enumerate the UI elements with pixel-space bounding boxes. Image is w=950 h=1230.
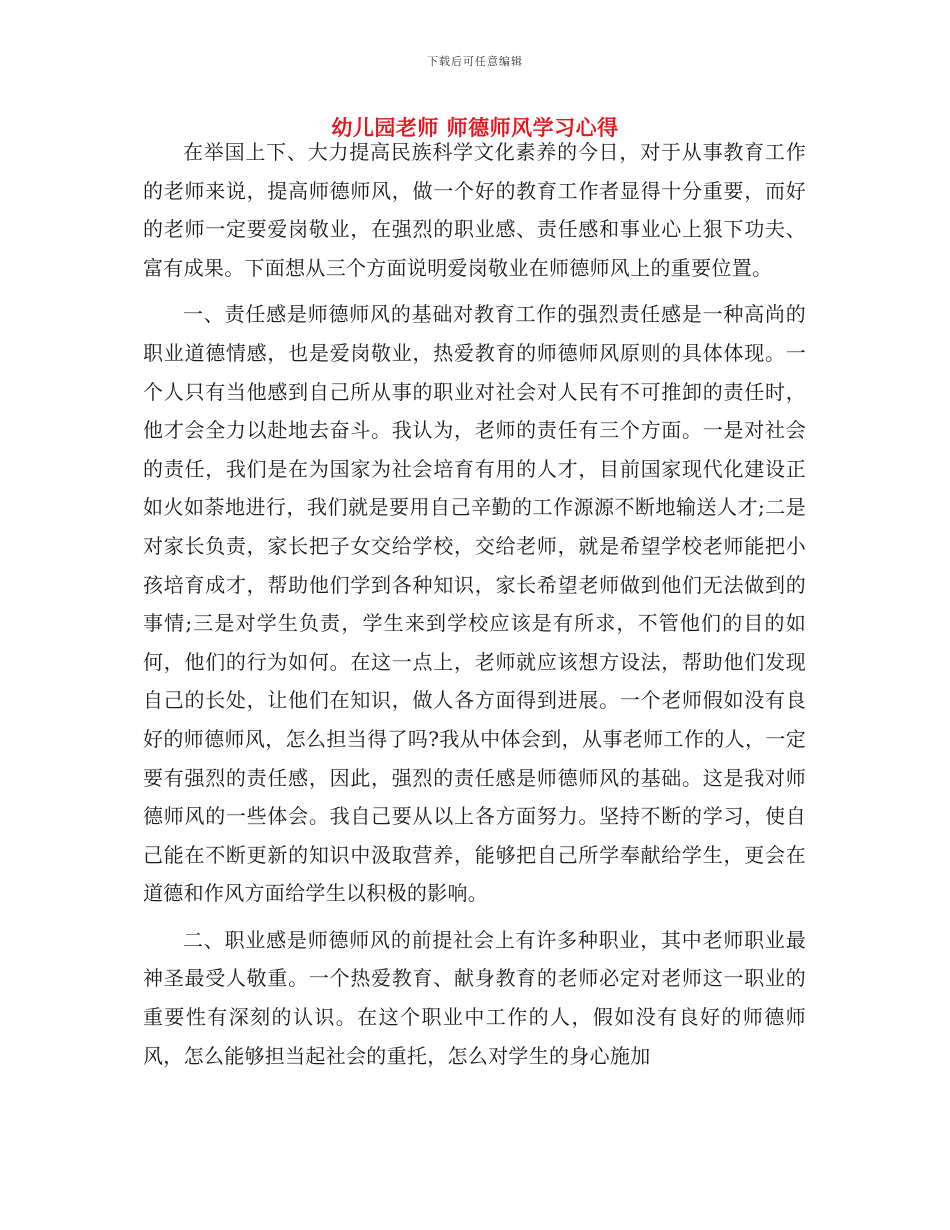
document-body [143,133,806,1075]
paragraph-profession: 二、职业感是师德师风的前提社会上有许多种职业，其中老师职业最神圣最受人敬重。一个热爱教育、献身教育的老师必定对老师这一职业的重要性有深刻的认识。在这个职业中工作的人，假如没有良好的师德师风，怎么能够担当起社会的重托，怎么对学生的身心施加 [143,927,806,1068]
paragraph-responsibility: 一、责任感是师德师风的基础对教育工作的强烈责任感是一种高尚的职业道德情感，也是爱岗敬业，热爱教育的师德师风原则的具体体现。一个人只有当他感到自己所从事的职业对社会对人民有不可推卸的责任时，他才会全力以赴地去奋斗。我认为，老师的责任有三个方面。一是对社会的责任，我们是在为国家为社会培育有用的人才，目前国家现代化建设正如火如荼地进行，我们就是要用自己辛勤的工作源源不断地输送人才;二是对家长负责，家长把子女交给学校，交给老师，就是希望学校老师能把小孩培育成才，帮助他们学到各种知识，家长希望老师做到他们无法做到的事情;三是对学生负责，学生来到学校应该是有所求，不管他们的目的如何，他们的行为如何。在这一点上，老师就应该想方设法，帮助他们发现自己的长处，让他们在知识，做人各方面得到进展。一个老师假如没有良好的师德师风，怎么担当得了吗?我从中体会到，从事老师工作的人，一定要有强烈的责任感，因此，强烈的责任感是师德师风的基础。这是我对师德师风的一些体会。我自己要从以上各方面努力。坚持不断的学习，使自己能在不断更新的知识中汲取营养，能够把自己所学奉献给学生，更会在道德和作风方面给学生以积极的影响。 [143,302,806,906]
document-title: 幼儿园老师 师德师风学习心得 [331,115,619,140]
paragraph-intro: 在举国上下、大力提高民族科学文化素养的今日，对于从事教育工作的老师来说，提高师德师风，做一个好的教育工作者显得十分重要，而好的老师一定要爱岗敬业，在强烈的职业感、责任感和事业心上狠下功夫、富有成果。下面想从三个方面说明爱岗敬业在师德师风上的重要位置。 [143,140,806,280]
header-note: 下载后可任意编辑 [427,55,523,68]
